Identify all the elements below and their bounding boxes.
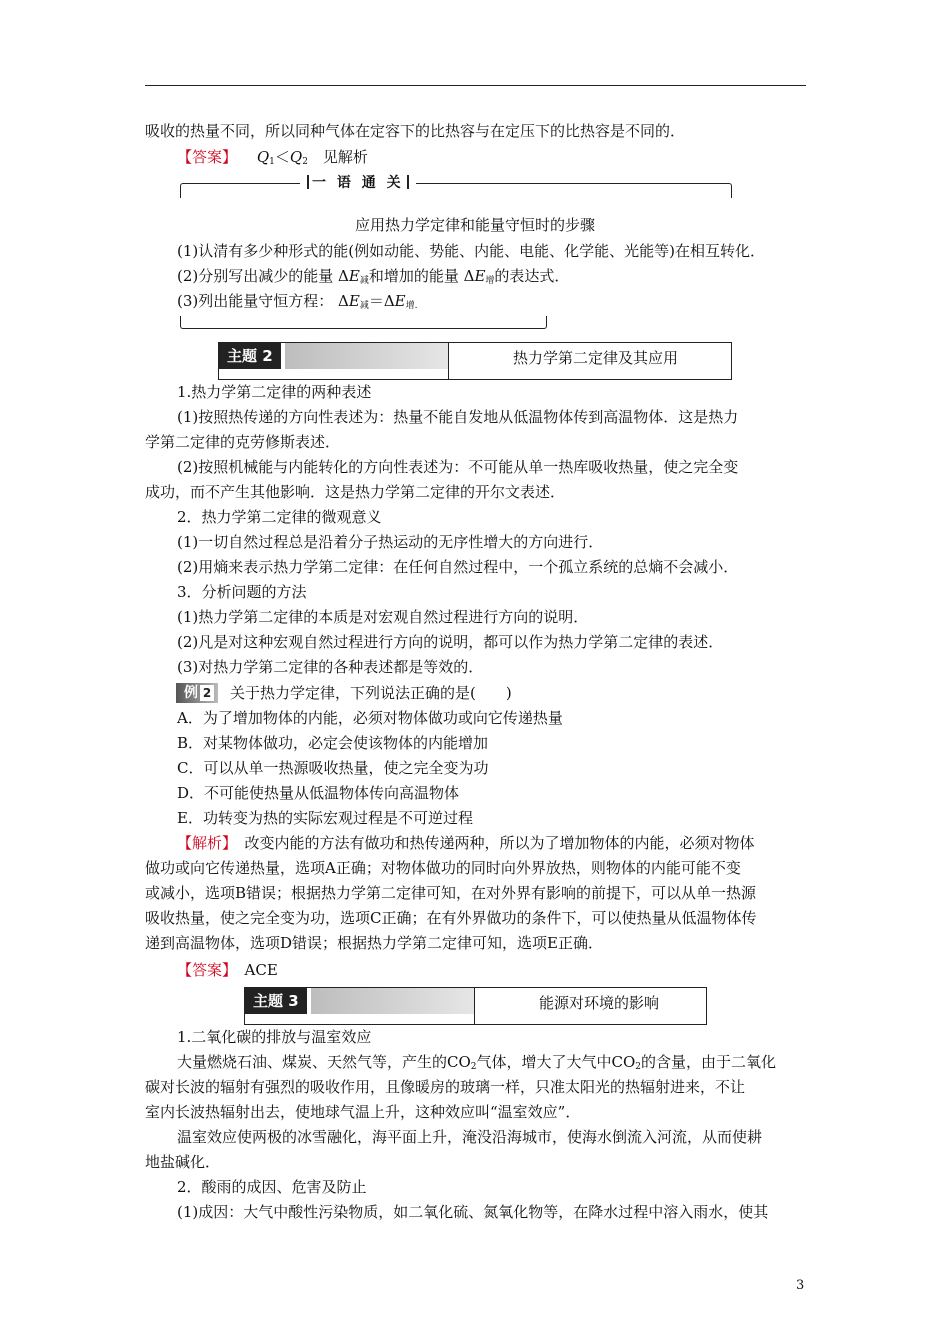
section-heading: 1.热力学第二定律的两种表述 — [177, 383, 372, 401]
summary-box-top — [180, 183, 732, 198]
paragraph-line: (2)凡是对这种宏观自然过程进行方向的说明，都可以作为热力学第二定律的表述． — [177, 633, 724, 651]
option-item: E．功转变为热的实际宏观过程是不可逆过程 — [177, 809, 473, 827]
paragraph-line: 温室效应使两极的冰雪融化，海平面上升，淹没沿海城市，使海水倒流入河流，从而使耕 — [177, 1128, 763, 1146]
paragraph-line: (1)一切自然过程总是沿着分子热运动的无序性增大的方向进行． — [177, 533, 604, 551]
analysis-line: 或减小，选项B错误；根据热力学第二定律可知，在对外界有影响的前提下，可以从单一热源 — [145, 884, 757, 902]
option-item: B．对某物体做功，必定会使该物体的内能增加 — [177, 734, 489, 752]
answer-line: 【答案】 $Q_1<Q_2$ 见解析 — [177, 148, 368, 167]
paragraph-line: (1)成因：大气中酸性污染物质，如二氧化硫、氮氧化物等，在降水过程中溶入雨水，使其 — [177, 1203, 769, 1221]
summary-title: 应用热力学定律和能量守恒时的步骤 — [355, 216, 596, 234]
answer-label: 【答案】 — [177, 961, 230, 979]
section-heading: 2．酸雨的成因、危害及防止 — [177, 1178, 367, 1196]
paragraph-line: (2)按照机械能与内能转化的方向性表述为：不可能从单一热库吸收热量，使之完全变 — [177, 458, 739, 476]
paragraph-line: 地盐碱化． — [145, 1153, 221, 1171]
paragraph-line: 大量燃烧石油、煤炭、天然气等，产生的$CO_2$气体，增大了大气中$CO_2$的含量，由于二氧化 — [177, 1053, 777, 1072]
summary-step-2: (2)分别写出减少的能量 $\Delta E_减$和增加的能量 $\Delta E_增$的表达式． — [177, 267, 570, 286]
answer-label: 【答案】 — [177, 148, 238, 166]
summary-box-label: 一 语 通 关 — [300, 172, 416, 192]
topic-banner-3 — [244, 987, 707, 1025]
section-heading: 1.二氧化碳的排放与温室效应 — [177, 1028, 372, 1046]
summary-box-bottom — [180, 316, 547, 329]
topic-banner-shade — [285, 343, 448, 369]
paragraph-line: 碳对长波的辐射有强烈的吸收作用，且像暖房的玻璃一样，只准太阳光的热辐射进来，不让 — [145, 1078, 746, 1096]
paragraph-line: (1)按照热传递的方向性表述为：热量不能自发地从低温物体传到高温物体．这是热力 — [177, 408, 739, 426]
example-question: 关于热力学定律，下列说法正确的是( ) — [230, 684, 512, 702]
paragraph-line: (3)对热力学第二定律的各种表述都是等效的． — [177, 658, 484, 676]
paragraph-line: 学第二定律的克劳修斯表述． — [145, 433, 341, 451]
paragraph-line: (1)热力学第二定律的本质是对宏观自然过程进行方向的说明． — [177, 608, 589, 626]
analysis-line: 做功或向它传递热量，选项A正确；对物体做功的同时向外界放热，则物体的内能可能不变 — [145, 859, 741, 877]
paragraph-line: 成功，而不产生其他影响．这是热力学第二定律的开尔文表述． — [145, 483, 566, 501]
paragraph-line: 室内长波热辐射出去，使地球气温上升，这种效应叫“温室效应”． — [145, 1103, 581, 1121]
paragraph-line: (2)用熵来表示热力学第二定律：在任何自然过程中，一个孤立系统的总熵不会减小． — [177, 558, 739, 576]
topic-tag: 主题 2 — [219, 343, 281, 369]
summary-step-3: (3)列出能量守恒方程： $\Delta E_减=\Delta E_{增.}$ — [177, 292, 418, 311]
analysis-line: 【解析】 改变内能的方法有做功和热传递两种，所以为了增加物体的内能，必须对物体 — [177, 834, 755, 852]
option-item: D．不可能使热量从低温物体传向高温物体 — [177, 784, 460, 802]
topic-banner-shade — [311, 988, 474, 1014]
option-item: A．为了增加物体的内能，必须对物体做功或向它传递热量 — [177, 709, 563, 727]
example-label: 例 2 — [176, 683, 218, 703]
section-heading: 2．热力学第二定律的微观意义 — [177, 508, 382, 526]
topic-title: 能源对环境的影响 — [539, 994, 660, 1012]
page-number: 3 — [796, 1278, 805, 1293]
summary-step-1: (1)认清有多少种形式的能(例如动能、势能、内能、电能、化学能、光能等)在相互转化． — [177, 242, 765, 260]
section-heading: 3．分析问题的方法 — [177, 583, 307, 601]
header-rule — [145, 85, 806, 86]
analysis-line: 吸收热量，使之完全变为功，选项C正确；在有外界做功的条件下，可以使热量从低温物体传 — [145, 909, 757, 927]
topic-tag: 主题 3 — [245, 988, 307, 1014]
paragraph-line: 吸收的热量不同，所以同种气体在定容下的比热容与在定压下的比热容是不同的． — [145, 122, 686, 140]
answer-line: 【答案】 ACE — [177, 961, 278, 979]
analysis-label: 【解析】 — [177, 834, 230, 852]
topic-title: 热力学第二定律及其应用 — [513, 349, 679, 367]
topic-banner-2 — [218, 342, 732, 380]
option-item: C．可以从单一热源吸收热量，使之完全变为功 — [177, 759, 489, 777]
analysis-line: 递到高温物体，选项D错误；根据热力学第二定律可知，选项E正确． — [145, 934, 603, 952]
